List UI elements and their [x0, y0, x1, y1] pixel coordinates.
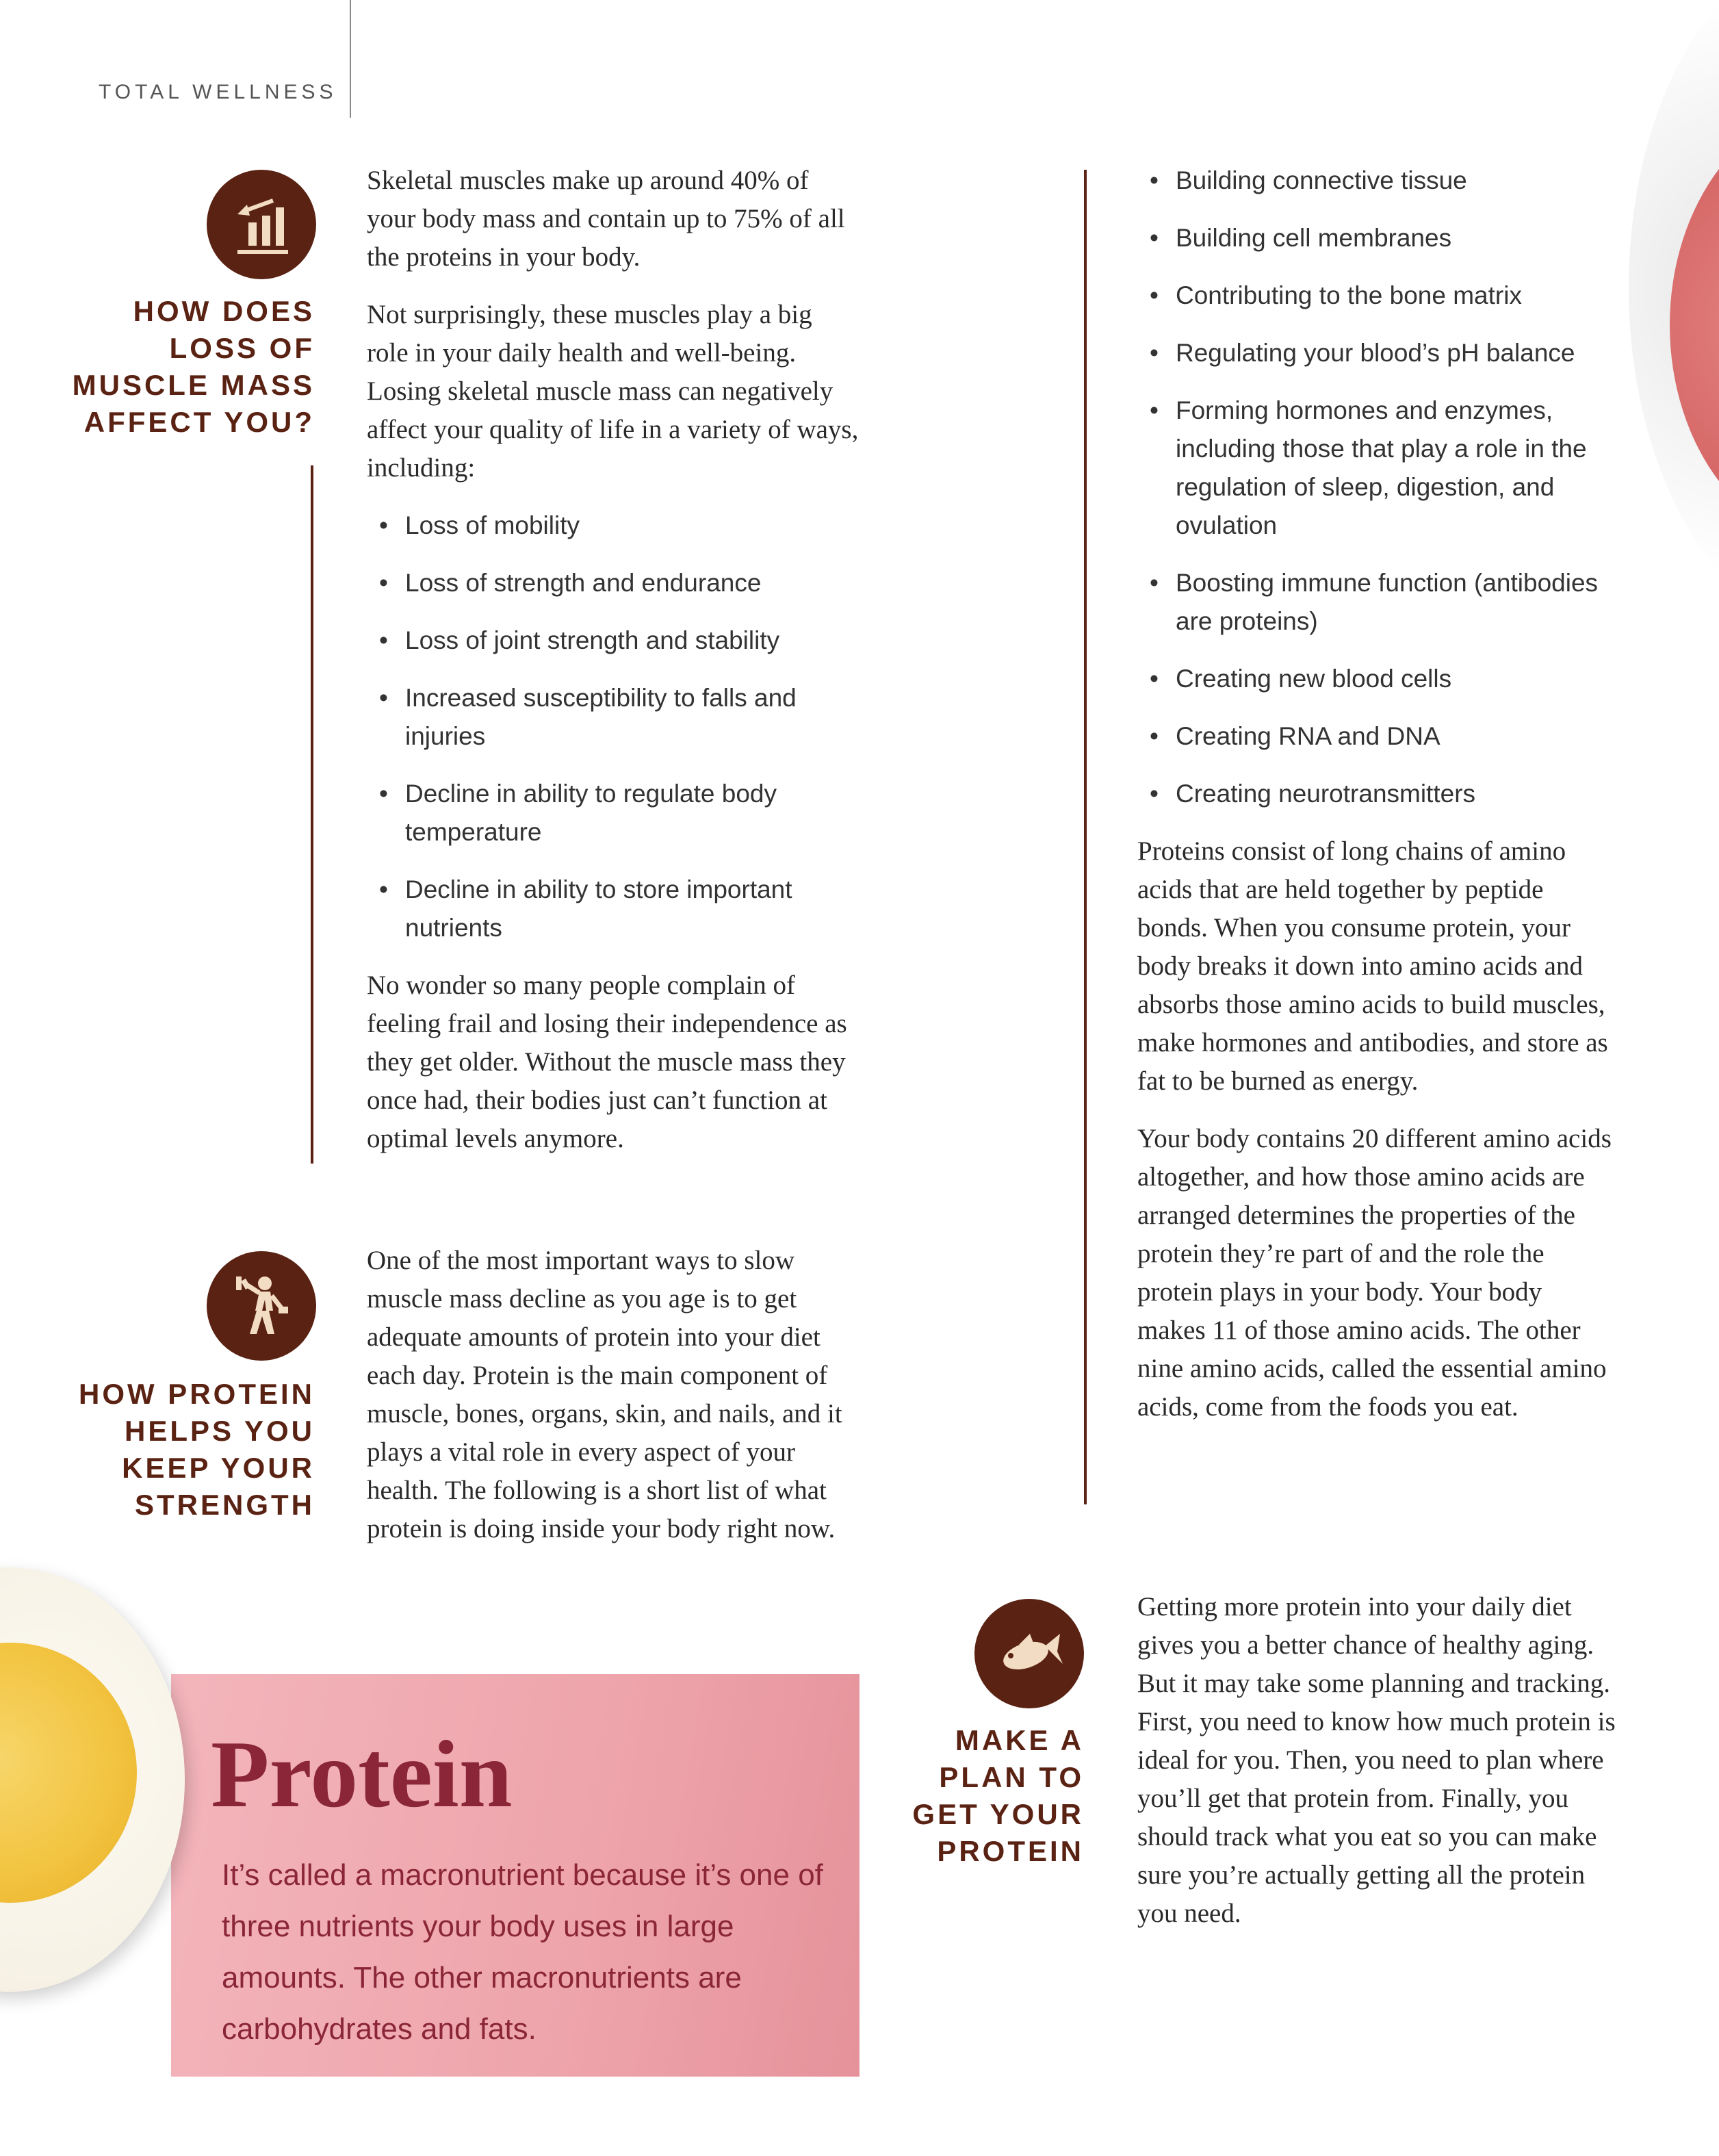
- heading-line: HELPS YOU: [125, 1415, 315, 1447]
- body-paragraph: Your body contains 20 different amino acids altogether, and how those amino acids are arranged determines the properties of the protein they’re part of and the role the protein plays in your body. Your body makes 11 of those amino acids. The other nine amino acids, called the essential amino acids, come from the foods you eat.: [1137, 1124, 1612, 1422]
- muscle-loss-effects-list: [367, 506, 860, 947]
- heading-line: KEEP YOUR: [122, 1452, 315, 1484]
- list-item: • Building connective tissue: [1137, 162, 1616, 200]
- list-item: • Increased susceptibility to falls and injuries: [367, 679, 860, 756]
- header-divider: [350, 0, 351, 118]
- accent-divider: [311, 465, 313, 1164]
- heading-line: MAKE A: [955, 1724, 1084, 1756]
- list-item: • Regulating your blood’s pH balance: [1137, 334, 1616, 372]
- heading-muscle-loss: [41, 293, 315, 441]
- body-paragraph: Skeletal muscles make up around 40% of your body mass and contain up to 75% of all the proteins in your body.: [367, 166, 845, 272]
- list-item: • Creating new blood cells: [1137, 660, 1616, 698]
- weightlifter-icon: [207, 1251, 316, 1361]
- heading-line: HOW DOES: [133, 295, 315, 327]
- list-item: • Creating RNA and DNA: [1137, 717, 1616, 756]
- callout-text: It’s called a macronutrient because it’s one of three nutrients your body uses in large amounts. The other macronutrients are carbohydrates and fats.: [222, 1858, 823, 2046]
- list-item: • Decline in ability to store important nutrients: [367, 871, 860, 947]
- heading-line: STRENGTH: [135, 1489, 315, 1521]
- body-paragraph: Proteins consist of long chains of amino acids that are held together by peptide bonds. When you consume protein, your body breaks it down into amino acids and absorbs those amino acids to build muscles, make hormones and antibodies, and store as fat to be burned as energy.: [1137, 836, 1608, 1096]
- list-item: • Loss of mobility: [367, 506, 860, 545]
- list-item: • Loss of strength and endurance: [367, 564, 860, 602]
- declining-chart-icon: [207, 170, 316, 279]
- accent-divider: [1084, 170, 1087, 1504]
- muscle-loss-body: [367, 162, 860, 1177]
- section-label: TOTAL WELLNESS: [99, 81, 337, 103]
- list-item: • Decline in ability to regulate body temperature: [367, 775, 860, 851]
- fish-icon: [974, 1599, 1084, 1708]
- heading-line: PROTEIN: [937, 1835, 1084, 1867]
- protein-strength-body: [367, 1242, 860, 1567]
- heading-line: PLAN TO: [939, 1761, 1084, 1793]
- list-item: • Creating neurotransmitters: [1137, 775, 1616, 813]
- list-item: • Contributing to the bone matrix: [1137, 277, 1616, 315]
- body-paragraph: Getting more protein into your daily diet gives you a better chance of healthy aging. But it may take some planning and tracking. First, you need to know how much protein is ideal for you. Then, you need to plan where you’ll get that protein from. Finally, you should track what you eat so you can make sure you’re actually getting all the protein you need.: [1137, 1592, 1616, 1928]
- list-item: • Forming hormones and enzymes, including those that play a role in the regulation of sleep, digestion, and ovulation: [1137, 392, 1616, 545]
- protein-roles-list: [1137, 162, 1616, 813]
- list-item: • Loss of joint strength and stability: [367, 621, 860, 660]
- heading-line: LOSS OF: [169, 332, 315, 364]
- protein-callout: [171, 1674, 860, 2077]
- heading-line: GET YOUR: [912, 1798, 1084, 1830]
- heading-line: MUSCLE MASS: [72, 369, 315, 401]
- body-paragraph: Not surprisingly, these muscles play a big role in your daily health and well-being. Losing skeletal muscle mass can negatively affect your quality of life in a variety of ways, including:: [367, 300, 859, 483]
- heading-protein-strength: [41, 1376, 315, 1524]
- heading-line: HOW PROTEIN: [79, 1378, 315, 1410]
- callout-title: Protein: [211, 1721, 513, 1827]
- body-paragraph: One of the most important ways to slow muscle mass decline as you age is to get adequate amounts of protein into your diet each day. Protein is the main component of muscle, bones, organs, skin, and nails, and it plays a vital role in every aspect of your health. The following is a short list of what protein is doing inside your body right now.: [367, 1246, 842, 1543]
- list-item: • Boosting immune function (antibodies are proteins): [1137, 564, 1616, 641]
- list-item: • Building cell membranes: [1137, 219, 1616, 257]
- plan-body: [1137, 1588, 1630, 1952]
- protein-roles-body: [1137, 162, 1616, 1446]
- body-paragraph: No wonder so many people complain of feeling frail and losing their independence as they get older. Without the muscle mass they once had, their bodies just can’t function at optimal levels anymore.: [367, 971, 847, 1153]
- heading-line: AFFECT YOU?: [83, 406, 315, 438]
